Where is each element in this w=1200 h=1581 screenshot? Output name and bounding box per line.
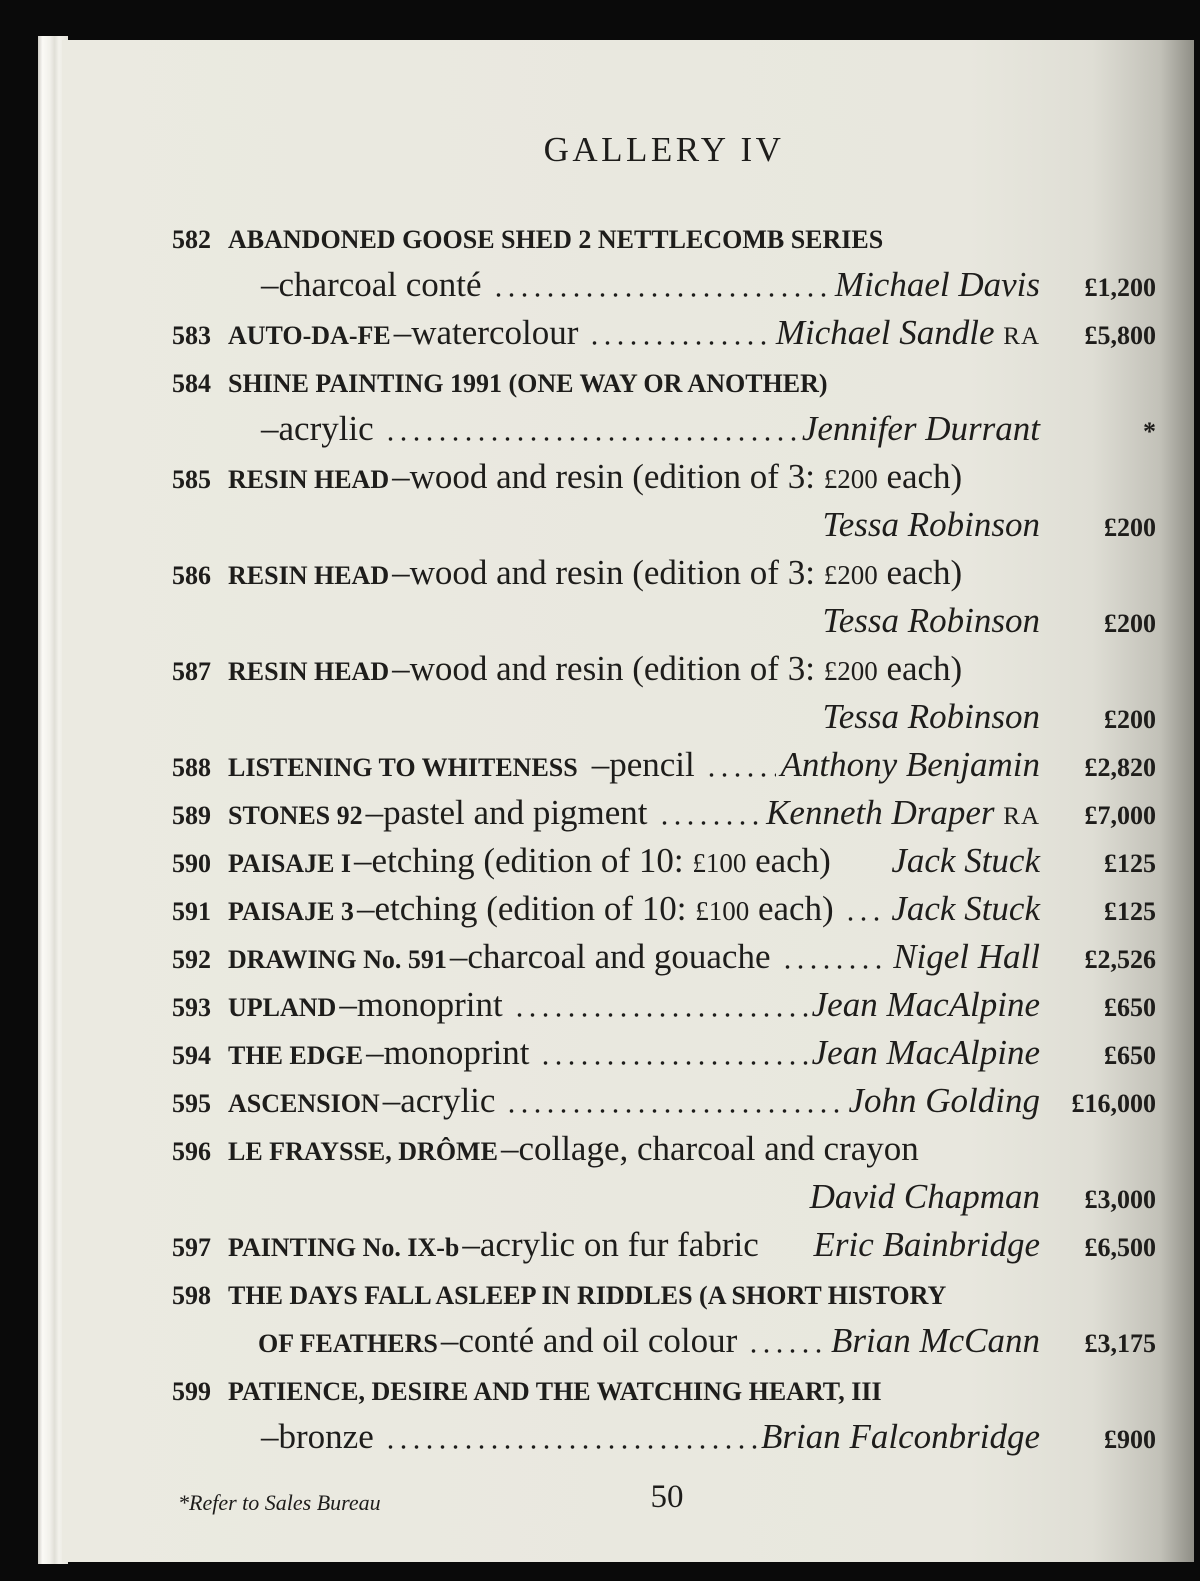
entry-medium-end: each) (755, 841, 831, 880)
entry-medium: –acrylic on fur fabric (462, 1225, 759, 1264)
edition-price: £200 (823, 464, 878, 494)
entry-599-line-2 (172, 1413, 1156, 1461)
entry-title: ABANDONED GOOSE SHED 2 NETTLECOMB SERIES (228, 225, 884, 254)
dot-leader (658, 789, 763, 837)
entry-description (228, 1125, 919, 1173)
entry-medium: –charcoal conté (261, 265, 482, 304)
entry-artist: Jean MacAlpine (811, 985, 1040, 1024)
entry-title: STONES 92 (228, 801, 363, 830)
entry-description (228, 1365, 882, 1413)
entry-title-continued: OF FEATHERS (258, 1329, 438, 1358)
dot-leader (492, 261, 831, 309)
entry-598-line-2 (172, 1317, 1156, 1365)
entry-price: £6,500 (1084, 1233, 1156, 1262)
entry-description (228, 981, 503, 1029)
entry-591 (172, 885, 1156, 933)
entry-description (228, 1269, 946, 1317)
entry-description (228, 549, 962, 597)
entry-description (228, 885, 834, 933)
entry-medium-text: –wood and resin (edition of 3: (392, 649, 815, 688)
entry-592 (172, 933, 1156, 981)
entry-587-line-2 (172, 693, 1156, 741)
entry-number: 593 (172, 993, 211, 1022)
entry-description (228, 213, 883, 261)
spacer (172, 693, 822, 741)
entry-description (258, 1317, 737, 1365)
entry-artist: Jack Stuck (891, 889, 1040, 928)
entry-medium (392, 457, 962, 496)
entry-title: UPLAND (228, 993, 337, 1022)
entry-593 (172, 981, 1156, 1029)
entry-honours: RA (1003, 323, 1040, 350)
entry-medium: –conté and oil colour (440, 1321, 738, 1360)
entry-price: £900 (1104, 1425, 1156, 1454)
entry-number: 587 (172, 657, 211, 686)
entry-artist: Jennifer Durrant (801, 409, 1040, 448)
entry-price: £125 (1104, 849, 1156, 878)
entry-description (258, 261, 482, 309)
entry-artist: Brian McCann (830, 1321, 1040, 1360)
entry-medium (357, 889, 834, 928)
spacer (831, 837, 892, 885)
entry-medium-text: –etching (edition of 10: (356, 889, 687, 928)
gallery-heading: GALLERY IV (543, 130, 785, 169)
catalogue-list (172, 213, 1156, 1461)
entry-price: £2,820 (1084, 753, 1156, 782)
entry-description (228, 1077, 495, 1125)
entry-description (228, 453, 962, 501)
entry-medium-text: –wood and resin (edition of 3: (392, 553, 815, 592)
entry-title: LISTENING TO WHITENESS (228, 753, 578, 782)
entry-medium: –acrylic (261, 409, 374, 448)
entry-number: 586 (172, 561, 211, 590)
entry-584-line-1 (172, 357, 1156, 405)
entry-title: PAISAJE 3 (228, 897, 354, 926)
entry-title: SHINE PAINTING 1991 (ONE WAY OR ANOTHER) (228, 369, 828, 398)
entry-number: 582 (172, 225, 211, 254)
entry-medium-end: each) (886, 553, 963, 592)
entry-599-line-1 (172, 1365, 1156, 1413)
page-number: 50 (650, 1479, 684, 1515)
entry-artist: Kenneth Draper (766, 793, 995, 832)
entry-description (228, 645, 962, 693)
entry-title: THE EDGE (228, 1041, 364, 1070)
entry-title: RESIN HEAD (228, 657, 390, 686)
entry-title: AUTO-DA-FE (228, 321, 391, 350)
entry-number: 588 (172, 753, 211, 782)
entry-price: £650 (1104, 1041, 1156, 1070)
indent (172, 405, 258, 453)
entry-description (228, 357, 828, 405)
indent (172, 1413, 258, 1461)
entry-585-line-2 (172, 501, 1156, 549)
entry-598-line-1 (172, 1269, 1156, 1317)
entry-artist: Michael Sandle (775, 313, 995, 352)
entry-588 (172, 741, 1156, 789)
entry-medium: –watercolour (393, 313, 579, 352)
entry-medium (392, 649, 962, 688)
entry-artist: Brian Falconbridge (761, 1417, 1040, 1456)
entry-title: RESIN HEAD (228, 465, 390, 494)
entry-artist: Tessa Robinson (822, 601, 1040, 640)
entry-medium-text: –etching (edition of 10: (354, 841, 684, 880)
entry-medium: –bronze (261, 1417, 374, 1456)
entry-title: THE DAYS FALL ASLEEP IN RIDDLES (A SHORT HISTORY (228, 1281, 947, 1310)
entry-596-line-2 (172, 1173, 1156, 1221)
entry-artist: Tessa Robinson (822, 697, 1040, 736)
entry-582-line-1 (172, 213, 1156, 261)
entry-medium: –collage, charcoal and crayon (500, 1129, 919, 1168)
entry-artist: Michael Davis (834, 265, 1040, 304)
entry-medium (354, 841, 831, 880)
entry-number: 584 (172, 369, 211, 398)
edition-price: £200 (823, 560, 878, 590)
entry-price: £125 (1104, 897, 1156, 926)
entry-price: £200 (1104, 513, 1156, 542)
entry-price: £650 (1104, 993, 1156, 1022)
spacer (172, 597, 822, 645)
entry-description (228, 1029, 529, 1077)
entry-artist-group (766, 789, 1040, 837)
edition-price: £100 (695, 896, 750, 926)
entry-medium: –pastel and pigment (365, 793, 648, 832)
spacer (759, 1221, 814, 1269)
entry-artist: Tessa Robinson (822, 505, 1040, 544)
entry-medium: –charcoal and gouache (449, 937, 771, 976)
entry-description (258, 1413, 374, 1461)
dot-leader (513, 981, 808, 1029)
edition-price: £100 (692, 848, 747, 878)
dot-leader (384, 1413, 757, 1461)
entry-price: £16,000 (1071, 1089, 1156, 1118)
entry-title: PAISAJE I (228, 849, 352, 878)
entry-medium-text: –wood and resin (edition of 3: (392, 457, 815, 496)
dot-leader (539, 1029, 807, 1077)
entry-medium: –pencil (591, 745, 695, 784)
entry-price: £1,200 (1084, 273, 1156, 302)
entry-582-line-2 (172, 261, 1156, 309)
entry-price: £7,000 (1084, 801, 1156, 830)
entry-price: £5,800 (1084, 321, 1156, 350)
entry-price: £3,000 (1084, 1185, 1156, 1214)
entry-594 (172, 1029, 1156, 1077)
entry-artist: Nigel Hall (893, 937, 1040, 976)
entry-number: 598 (172, 1281, 211, 1310)
entry-medium (392, 553, 962, 592)
spacer (172, 1173, 810, 1221)
entry-number: 590 (172, 849, 211, 878)
entry-title: PAINTING No. IX-b (228, 1233, 460, 1262)
entry-589 (172, 789, 1156, 837)
entry-price: * (1143, 417, 1156, 446)
entry-medium: –monoprint (339, 985, 503, 1024)
entry-number: 591 (172, 897, 211, 926)
entry-586-line-2 (172, 597, 1156, 645)
dot-leader (384, 405, 798, 453)
entry-number: 594 (172, 1041, 211, 1070)
entry-artist: Jean MacAlpine (811, 1033, 1040, 1072)
entry-number: 592 (172, 945, 211, 974)
entry-number: 589 (172, 801, 211, 830)
entry-artist: Anthony Benjamin (780, 745, 1040, 784)
dot-leader (781, 933, 890, 981)
entry-584-line-2 (172, 405, 1156, 453)
entry-artist-group (776, 309, 1040, 357)
entry-description (228, 789, 648, 837)
entry-596-line-1 (172, 1125, 1156, 1173)
entry-description (228, 309, 578, 357)
entry-price: £2,526 (1084, 945, 1156, 974)
indent (172, 1317, 258, 1365)
entry-597 (172, 1221, 1156, 1269)
entry-artist: Eric Bainbridge (813, 1225, 1040, 1264)
indent (172, 261, 258, 309)
entry-title: LE FRAYSSE, DRÔME (228, 1137, 498, 1166)
entry-587-line-1 (172, 645, 1156, 693)
entry-number: 596 (172, 1137, 211, 1166)
entry-artist: Jack Stuck (891, 841, 1040, 880)
entry-medium-end: each) (757, 889, 834, 928)
entry-title: PATIENCE, DESIRE AND THE WATCHING HEART, III (228, 1377, 882, 1406)
entry-price: £200 (1104, 609, 1156, 638)
entry-586-line-1 (172, 549, 1156, 597)
entry-number: 599 (172, 1377, 211, 1406)
entry-number: 585 (172, 465, 211, 494)
entry-title: RESIN HEAD (228, 561, 390, 590)
entry-artist: David Chapman (809, 1177, 1040, 1216)
dot-leader (844, 885, 888, 933)
entry-artist: John Golding (848, 1081, 1040, 1120)
entry-583 (172, 309, 1156, 357)
entry-585-line-1 (172, 453, 1156, 501)
entry-honours: RA (1003, 803, 1040, 830)
entry-590 (172, 837, 1156, 885)
entry-description (228, 837, 831, 885)
entry-595 (172, 1077, 1156, 1125)
dot-leader (747, 1317, 827, 1365)
dot-leader (505, 1077, 844, 1125)
entry-number: 583 (172, 321, 211, 350)
entry-medium-end: each) (886, 457, 963, 496)
entry-number: 597 (172, 1233, 211, 1262)
entry-description (258, 405, 374, 453)
footnote: *Refer to Sales Bureau (178, 1490, 381, 1515)
entry-number: 595 (172, 1089, 211, 1118)
entry-price: £200 (1104, 705, 1156, 734)
entry-medium-end: each) (886, 649, 963, 688)
edition-price: £200 (823, 656, 878, 686)
entry-medium: –monoprint (366, 1033, 530, 1072)
entry-description (228, 933, 771, 981)
spacer (172, 501, 822, 549)
dot-leader (705, 741, 777, 789)
entry-medium: –acrylic (382, 1081, 496, 1120)
entry-description (228, 1221, 759, 1269)
entry-description (228, 741, 695, 789)
dot-leader (588, 309, 771, 357)
entry-title: DRAWING No. 591 (228, 945, 447, 974)
entry-title: ASCENSION (228, 1089, 380, 1118)
entry-price: £3,175 (1084, 1329, 1156, 1358)
